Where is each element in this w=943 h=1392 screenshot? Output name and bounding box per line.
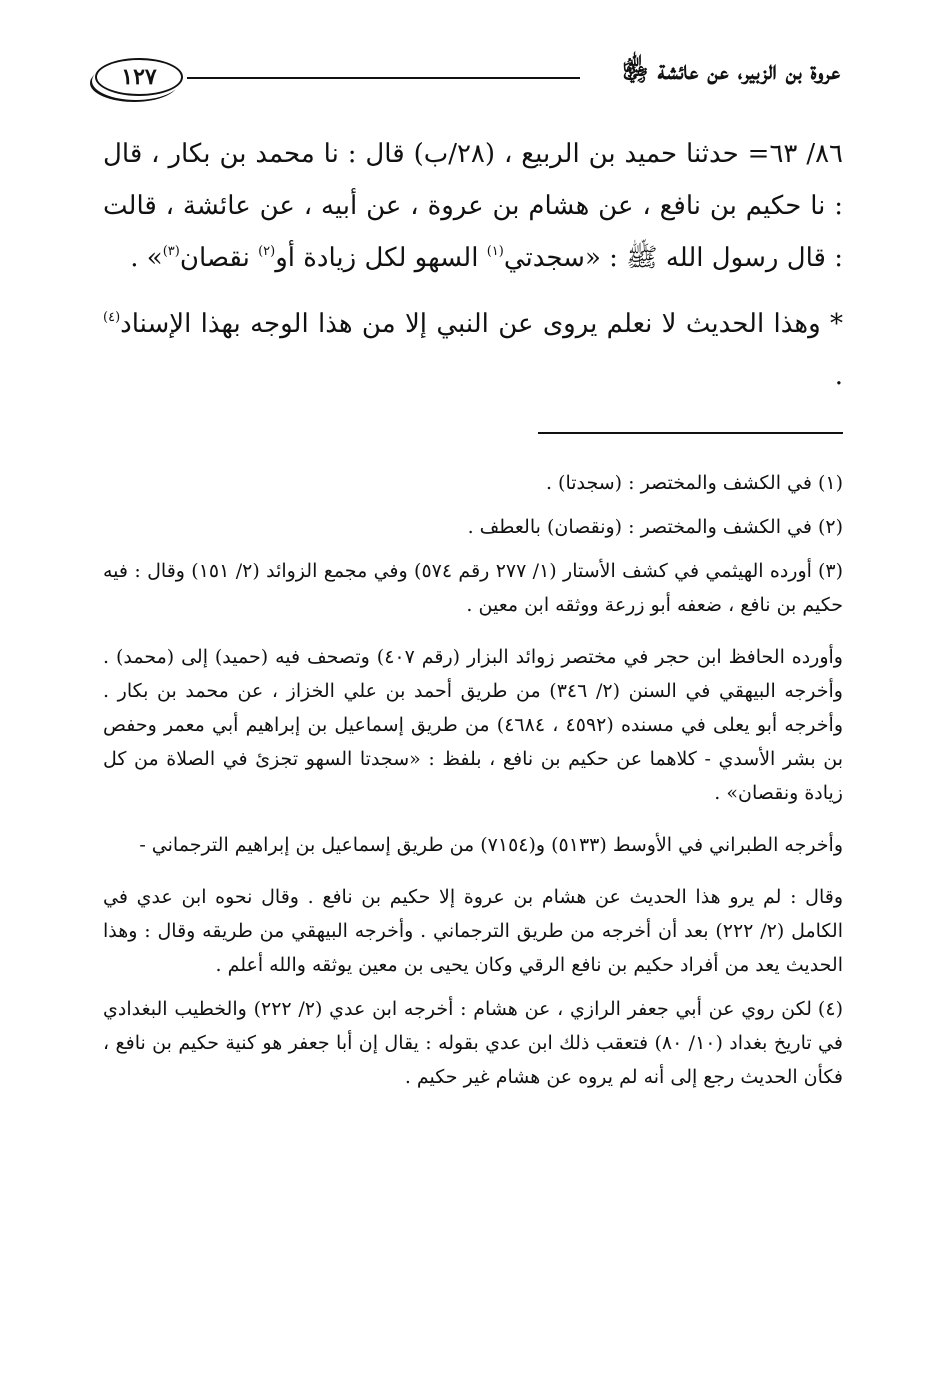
comment-paragraph: [103, 298, 843, 402]
footnote-ref-4[interactable]: (٤): [103, 310, 121, 325]
hadith-text: السهو لكل زيادة أو: [275, 243, 487, 273]
footnote-4: [103, 992, 843, 1094]
footnote-marker: (٣): [817, 560, 843, 582]
footnote-text: في الكشف والمختصر : (سجدتا) .: [545, 472, 812, 494]
footnote-text: أورده الهيثمي في كشف الأستار (١/ ٢٧٧ رقم ٥٧٤) وفي مجمع الزوائد (٢/ ١٥١) وقال : فيه حكيم بن نافع ، ضعفه أبو زرعة ووثقه ابن معين .: [103, 560, 843, 616]
footnote-ref-1[interactable]: (١): [486, 244, 504, 259]
footnote-3: [103, 554, 843, 982]
hadith-paragraph: [103, 128, 843, 284]
comment-text: * وهذا الحديث لا نعلم يروى عن النبي إلا من هذا الوجه بهذا الإسناد: [120, 309, 843, 339]
hadith-text: ٨٦/ ٦٣= حدثنا حميد بن الربيع ، (٢٨/ب) قال : نا محمد بن بكار ، قال : نا حكيم بن نافع ، عن هشام بن عروة ، عن أبيه ، عن عائشة ، قالت : قال رسول الله ﷺ : «سجدتي: [103, 139, 844, 273]
footnote-text: وقال : لم يرو هذا الحديث عن هشام بن عروة إلا حكيم بن نافع . وقال نحوه ابن عدي في الكامل (٢/ ٢٢٢) بعد أن أخرجه من طريق الترجماني . وأخرجه البيهقي من طريقه وقال : وهذا الحديث يعد من أفراد حكيم بن نافع الرقي وكان يحيى بن معين يوثقه والله أعلم .: [103, 886, 843, 976]
footnote-ref-2[interactable]: (٢): [258, 244, 276, 259]
hadith-text: » .: [130, 243, 163, 273]
footnote-separator: [538, 432, 843, 434]
comment-text: .: [834, 361, 843, 391]
page-number: ١٢٧: [95, 58, 183, 96]
running-title: عروة بن الزبير، عن عائشة ﵂: [622, 56, 840, 86]
footnote-text: لكن روي عن أبي جعفر الرازي ، عن هشام : أخرجه ابن عدي (٢/ ٢٢٢) والخطيب البغدادي في تاريخ بغداد (١٠/ ٨٠) فتعقب ذلك ابن عدي بقوله : يقال إن أبا جعفر هو كنية حكيم بن نافع ، فكأن الحديث رجع إلى أنه لم يروه عن هشام غير حكيم .: [103, 998, 843, 1088]
footnote-marker: (٤): [817, 998, 843, 1020]
page-header: [95, 50, 840, 100]
footnote-marker: (٢): [817, 516, 843, 538]
footnote-marker: (١): [817, 472, 843, 494]
footnote-text: في الكشف والمختصر : (ونقصان) بالعطف .: [467, 516, 812, 538]
footnote-2: [103, 510, 843, 544]
hadith-text: نقصان: [179, 243, 259, 273]
footnote-text: وأورده الحافظ ابن حجر في مختصر زوائد البزار (رقم ٤٠٧) وتصحف فيه (حميد) إلى (محمد) . وأخرجه البيهقي في السنن (٢/ ٣٤٦) من طريق أحمد بن علي الخزاز ، عن محمد بن بكار . وأخرجه أبو يعلى في مسنده (٤٥٩٢ ، ٤٦٨٤) من طريق إسماعيل بن إبراهيم أبي معمر وحفص بن بشر الأسدي - كلاهما عن حكيم بن نافع ، بلفظ : «سجدتا السهو تجزئ في الصلاة من كل زيادة ونقصان» .: [103, 646, 843, 804]
footnote-1: [103, 466, 843, 500]
footnotes: [103, 466, 843, 1104]
footnote-ref-3[interactable]: (٣): [162, 244, 180, 259]
footnote-text: وأخرجه الطبراني في الأوسط (٥١٣٣) و(٧١٥٤) من طريق إسماعيل بن إبراهيم الترجماني -: [139, 834, 843, 856]
header-rule: [187, 77, 580, 79]
main-text: [103, 128, 843, 402]
